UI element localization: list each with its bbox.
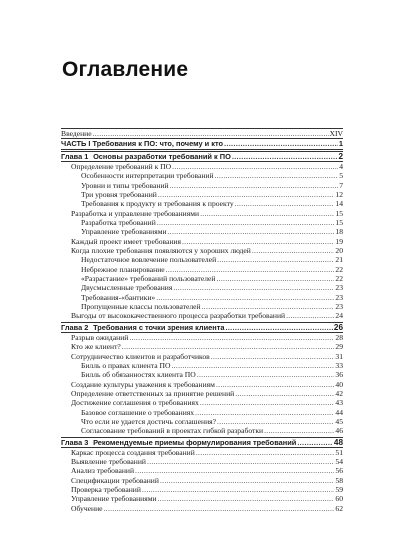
toc-entry-label: Достижение соглашения о требованиях <box>71 398 199 408</box>
toc-page-number: 19 <box>335 236 343 246</box>
toc-page-number: 31 <box>335 351 343 361</box>
toc-page-number: 42 <box>335 388 343 398</box>
toc-entry <box>61 485 343 494</box>
dot-leader <box>160 476 334 485</box>
toc-entry <box>61 370 343 379</box>
toc-entry-label: Создание культуры уважения к требованиям <box>71 379 215 389</box>
dot-leader <box>200 398 335 407</box>
toc-entry <box>61 417 343 426</box>
toc-entry-title <box>71 448 195 457</box>
toc-page-number: 12 <box>335 189 343 199</box>
toc-entry-label: Согласование требований в проектах гибкой разработки <box>81 426 264 436</box>
toc-entry-title <box>71 352 210 361</box>
toc-entry-title <box>81 293 155 302</box>
toc-page-number: 4 <box>339 161 343 171</box>
toc-entry <box>61 494 343 503</box>
toc-entry-label: Кто же клиент? <box>71 342 121 352</box>
toc-entry <box>61 128 343 138</box>
toc-entry-title <box>81 370 196 379</box>
toc-entry-title <box>81 199 234 208</box>
toc-entry-label: Проверка требований <box>71 485 141 495</box>
toc-entry-label: Введение <box>61 129 92 138</box>
toc-entry-title <box>71 162 171 171</box>
toc-entry-label: Когда плохие требования появляются у хороших людей <box>71 245 251 255</box>
toc-chapter-entry <box>61 437 343 448</box>
toc-page-number: 58 <box>335 475 343 485</box>
toc-entry-label: Билль о правах клиента ПО <box>81 360 171 370</box>
toc-entry <box>61 457 343 466</box>
dot-leader <box>172 162 338 171</box>
dot-leader <box>196 448 335 457</box>
page-title: Оглавление <box>62 58 189 81</box>
toc-entry-title <box>81 417 216 426</box>
toc-entry <box>61 380 343 389</box>
toc-entry <box>61 181 343 190</box>
dot-leader <box>215 171 339 180</box>
toc-page-number: 62 <box>335 503 343 513</box>
toc-page-number: 23 <box>335 283 343 293</box>
toc-page-number: 26 <box>333 322 343 332</box>
toc-entry-label: Три уровня требований <box>81 189 157 199</box>
toc-entry-label: Требования с точки зрения клиента <box>93 322 225 332</box>
dot-leader <box>297 438 333 447</box>
toc-entry-title <box>71 389 234 398</box>
toc-entry <box>61 342 343 351</box>
toc-page-number: 5 <box>339 171 343 181</box>
toc-entry <box>61 311 343 320</box>
toc-page-number: 18 <box>335 227 343 237</box>
dot-leader <box>104 504 335 513</box>
toc-entry-label: Недостаточное вовлечение пользователей <box>81 255 217 265</box>
toc-page-number: 1 <box>338 139 343 149</box>
toc-entry-label: Выгоды от высококачественного процесса разработки требований <box>71 311 286 321</box>
toc-entry-title <box>81 283 172 292</box>
toc-entry-title <box>81 181 169 190</box>
toc-page-number: 28 <box>335 332 343 342</box>
toc-page-number: 24 <box>335 311 343 321</box>
toc-entry-label: Управление требованиями <box>81 227 167 237</box>
dot-leader <box>158 494 335 503</box>
toc-page-number: 23 <box>335 301 343 311</box>
dot-leader <box>182 237 334 246</box>
toc-page-number: 20 <box>335 245 343 255</box>
toc-page-number: 33 <box>335 360 343 370</box>
toc-page-number: 45 <box>335 416 343 426</box>
toc-entry-label: Определение требований к ПО <box>71 161 172 171</box>
toc-entry-title <box>61 152 231 161</box>
toc-entry-title <box>81 227 167 236</box>
toc-entry-title <box>71 485 141 494</box>
dot-leader <box>147 457 334 466</box>
toc-entry-title <box>71 457 146 466</box>
toc-entry-title <box>81 426 263 435</box>
toc-page-number: 44 <box>335 407 343 417</box>
toc-entry <box>61 255 343 264</box>
toc-entry-title <box>81 265 165 274</box>
toc-entry-title <box>71 380 215 389</box>
toc-entry-title <box>71 209 199 218</box>
dot-leader <box>142 485 334 494</box>
toc-entry <box>61 361 343 370</box>
dot-leader <box>202 302 335 311</box>
toc-entry <box>61 199 343 208</box>
toc-entry-title <box>71 246 251 255</box>
dot-leader <box>171 361 334 370</box>
toc-page-number: 60 <box>335 494 343 504</box>
toc-chapter-entry <box>61 322 343 333</box>
toc-entry <box>61 426 343 435</box>
toc-entry-label: Билль об обязанностях клиента ПО <box>81 370 196 380</box>
dot-leader <box>217 255 334 264</box>
toc-entry-label: Уровни и типы требований <box>81 180 169 190</box>
toc-entry-title <box>61 323 224 332</box>
dot-leader <box>173 283 334 292</box>
toc-entry <box>61 274 343 283</box>
toc-page-number: 29 <box>335 342 343 352</box>
toc-entry-label: Особенности интерпретации требований <box>81 171 214 181</box>
toc-entry <box>61 190 343 199</box>
toc-chapter-number: Глава 2 <box>61 322 89 332</box>
dot-leader <box>157 218 335 227</box>
dot-leader <box>235 199 335 208</box>
dot-leader <box>225 323 332 332</box>
toc-entry-title <box>71 504 103 513</box>
toc-page-number: 15 <box>335 208 343 218</box>
toc-entry-title <box>71 333 128 342</box>
dot-leader <box>264 426 334 435</box>
toc-page-number: 21 <box>335 255 343 265</box>
toc-part-entry <box>61 138 343 149</box>
toc-entry-label: Выявление требований <box>71 457 146 467</box>
toc-entry <box>61 246 343 255</box>
toc-page-number: 46 <box>335 426 343 436</box>
toc-entry-label: ЧАСТЬ I Требования к ПО: что, почему и кто <box>61 139 223 149</box>
toc-entry-label: Требования-«бантики» <box>81 292 156 302</box>
toc-page-number: 56 <box>335 466 343 476</box>
toc-page-number: 40 <box>335 379 343 389</box>
toc-entry-title <box>61 139 223 148</box>
toc-page-number: 51 <box>335 447 343 457</box>
toc-entry-label: Требования к продукту и требования к проекту <box>81 199 234 209</box>
dot-leader <box>166 265 335 274</box>
toc-entry-title <box>71 342 121 351</box>
dot-leader <box>235 389 334 398</box>
toc-page-number: 22 <box>335 264 343 274</box>
toc-entry-label: Разработка и управление требованиями <box>71 208 200 218</box>
toc-entry <box>61 333 343 342</box>
toc-page-number: 14 <box>335 199 343 209</box>
toc-entry-title <box>71 398 199 407</box>
toc-entry <box>61 293 343 302</box>
dot-leader <box>93 129 329 138</box>
toc-entry-label: Каркас процесса создания требований <box>71 447 195 457</box>
toc-entry-label: Управление требованиями <box>71 494 157 504</box>
toc-entry <box>61 171 343 180</box>
dot-leader <box>158 190 335 199</box>
toc-entry <box>61 466 343 475</box>
toc-entry <box>61 302 343 311</box>
toc-entry-title <box>61 129 92 138</box>
dot-leader <box>216 274 334 283</box>
toc-entry-label: «Разрастание» требований пользователей <box>81 273 216 283</box>
dot-leader <box>156 293 334 302</box>
toc-entry <box>61 265 343 274</box>
toc-page-number: 22 <box>335 273 343 283</box>
toc-page-number: 7 <box>339 180 343 190</box>
toc-page-number: 2 <box>338 151 343 161</box>
dot-leader <box>211 352 335 361</box>
toc-entry-label: Спецификации требований <box>71 475 159 485</box>
toc-page-number: 43 <box>335 398 343 408</box>
dot-leader <box>232 152 338 161</box>
toc-entry-label: Сотрудничество клиентов и разработчиков <box>71 351 210 361</box>
toc-entry-label: Каждый проект имеет требования <box>71 236 181 246</box>
toc-entry-title <box>81 361 170 370</box>
toc-entry <box>61 476 343 485</box>
toc-entry-label: Двусмысленные требования <box>81 283 173 293</box>
toc-page-number: 54 <box>335 457 343 467</box>
toc-entry-title <box>81 190 157 199</box>
toc-entry <box>61 504 343 513</box>
dot-leader <box>252 246 335 255</box>
toc-entry-label: Разработка требований <box>81 217 156 227</box>
toc-entry-title <box>71 237 181 246</box>
dot-leader <box>129 333 334 342</box>
toc-entry-title <box>81 408 194 417</box>
toc-chapter-number: Глава 1 <box>61 151 89 161</box>
table-of-contents <box>61 128 343 513</box>
toc-entry <box>61 283 343 292</box>
toc-entry <box>61 218 343 227</box>
toc-entry-title <box>81 274 215 283</box>
toc-entry-label: Базовое соглашение о требованиях <box>81 407 195 417</box>
toc-page-number: XIV <box>329 129 343 138</box>
toc-entry <box>61 352 343 361</box>
toc-entry-title <box>71 311 285 320</box>
dot-leader <box>197 370 335 379</box>
dot-leader <box>122 342 335 351</box>
toc-entry-label: Небрежное планирование <box>81 264 165 274</box>
toc-entry <box>61 448 343 457</box>
toc-entry <box>61 389 343 398</box>
toc-chapter-entry <box>61 151 343 162</box>
toc-entry-label: Рекомендуемые приемы формулирования требований <box>93 437 297 447</box>
dot-leader <box>135 466 334 475</box>
toc-entry-label: Пропущенные классы пользователей <box>81 301 201 311</box>
toc-entry <box>61 209 343 218</box>
toc-entry <box>61 237 343 246</box>
toc-entry-title <box>71 466 134 475</box>
toc-entry <box>61 227 343 236</box>
toc-entry <box>61 398 343 407</box>
dot-leader <box>286 311 334 320</box>
toc-entry <box>61 162 343 171</box>
toc-entry-label: Разрыв ожиданий <box>71 332 129 342</box>
toc-entry-label: Обучение <box>71 503 103 513</box>
toc-page-number: 36 <box>335 370 343 380</box>
toc-page-number: 59 <box>335 485 343 495</box>
dot-leader <box>170 181 339 190</box>
toc-page-number: 23 <box>335 292 343 302</box>
dot-leader <box>195 408 334 417</box>
toc-entry-label: Основы разработки требований к ПО <box>93 151 231 161</box>
dot-leader <box>216 380 334 389</box>
toc-entry-title <box>81 218 156 227</box>
toc-entry-title <box>71 494 157 503</box>
toc-page-number: 48 <box>333 437 343 447</box>
toc-entry-label: Что если не удается достичь соглашения? <box>81 416 217 426</box>
toc-page-number: 15 <box>335 217 343 227</box>
toc-entry-label: Анализ требований <box>71 466 135 476</box>
dot-leader <box>168 227 335 236</box>
toc-entry-title <box>71 476 159 485</box>
toc-entry-title <box>81 171 214 180</box>
toc-entry-title <box>81 255 216 264</box>
toc-entry-label: Определение ответственных за принятие решений <box>71 388 235 398</box>
dot-leader <box>217 417 334 426</box>
toc-entry-title <box>61 438 296 447</box>
toc-chapter-number: Глава 3 <box>61 437 89 447</box>
dot-leader <box>224 139 338 148</box>
toc-entry-title <box>81 302 201 311</box>
dot-leader <box>200 209 334 218</box>
toc-entry <box>61 408 343 417</box>
